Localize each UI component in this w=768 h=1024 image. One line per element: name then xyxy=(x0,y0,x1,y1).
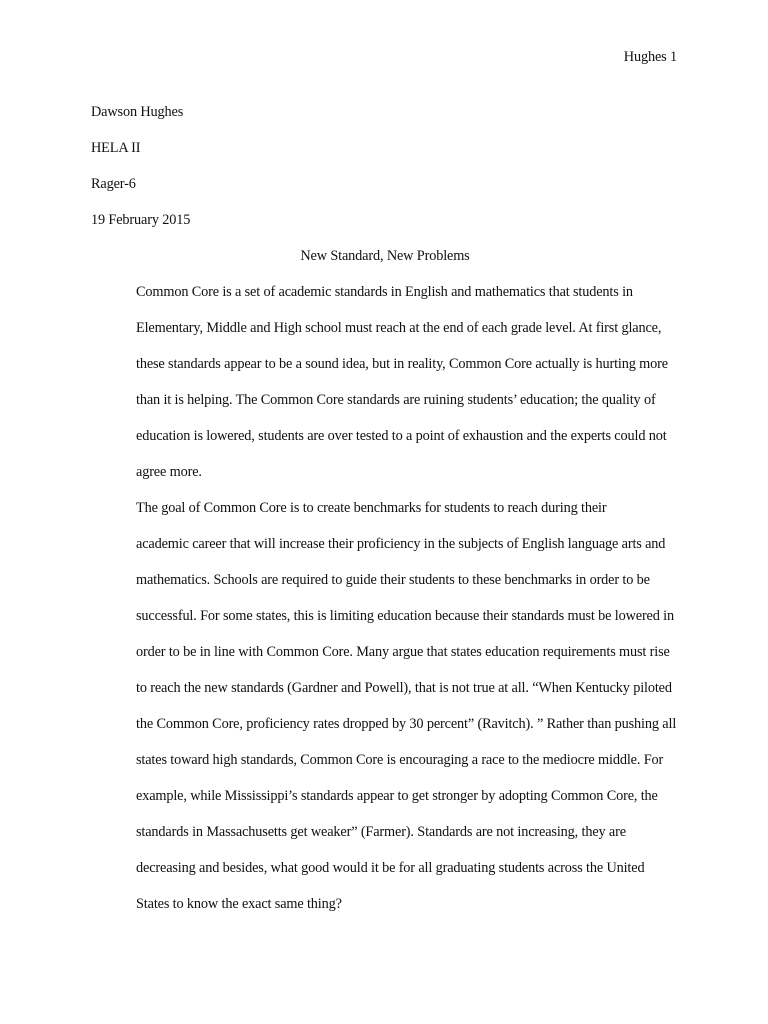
paragraph-line: successful. For some states, this is limiting education because their standards must be lowered in xyxy=(136,608,674,624)
paragraph-line: decreasing and besides, what good would it be for all graduating students across the United xyxy=(136,860,645,876)
running-header: Hughes 1 xyxy=(623,49,677,65)
course-name: HELA II xyxy=(91,140,141,156)
paragraph-line: agree more. xyxy=(136,464,202,480)
paragraph-line: the Common Core, proficiency rates dropped by 30 percent” (Ravitch). ” Rather than pushing all xyxy=(136,716,677,732)
teacher-name: Rager-6 xyxy=(91,176,136,192)
paragraph-line: these standards appear to be a sound idea, but in reality, Common Core actually is hurting more xyxy=(136,356,668,372)
essay-title: New Standard, New Problems xyxy=(300,248,470,264)
paragraph-line: mathematics. Schools are required to guide their students to these benchmarks in order to be xyxy=(136,572,650,588)
paragraph-line: Common Core is a set of academic standards in English and mathematics that students in xyxy=(136,284,633,300)
paragraph-line: states toward high standards, Common Core is encouraging a race to the mediocre middle. For xyxy=(136,752,664,768)
document-body xyxy=(91,94,679,922)
paragraph-line: States to know the exact same thing? xyxy=(136,896,342,912)
paragraph-line: to reach the new standards (Gardner and Powell), that is not true at all. “When Kentucky piloted xyxy=(136,680,672,696)
paragraph-line: The goal of Common Core is to create benchmarks for students to reach during their xyxy=(136,500,607,516)
paragraph-line: education is lowered, students are over tested to a point of exhaustion and the experts could not xyxy=(136,428,667,444)
paragraph-line: academic career that will increase their proficiency in the subjects of English language arts and xyxy=(136,536,666,552)
paragraph-line: Elementary, Middle and High school must reach at the end of each grade level. At first glance, xyxy=(136,320,662,336)
document-date: 19 February 2015 xyxy=(91,212,191,228)
paragraph-line: than it is helping. The Common Core standards are ruining students’ education; the quality of xyxy=(136,392,656,408)
paragraph-line: example, while Mississippi’s standards appear to get stronger by adopting Common Core, the xyxy=(136,788,658,804)
paragraph xyxy=(91,490,679,922)
author-name: Dawson Hughes xyxy=(91,104,184,120)
paragraph-line: standards in Massachusetts get weaker” (Farmer). Standards are not increasing, they are xyxy=(136,824,626,840)
paragraph-line: order to be in line with Common Core. Many argue that states education requirements must rise xyxy=(136,644,670,660)
paragraph xyxy=(91,274,679,490)
